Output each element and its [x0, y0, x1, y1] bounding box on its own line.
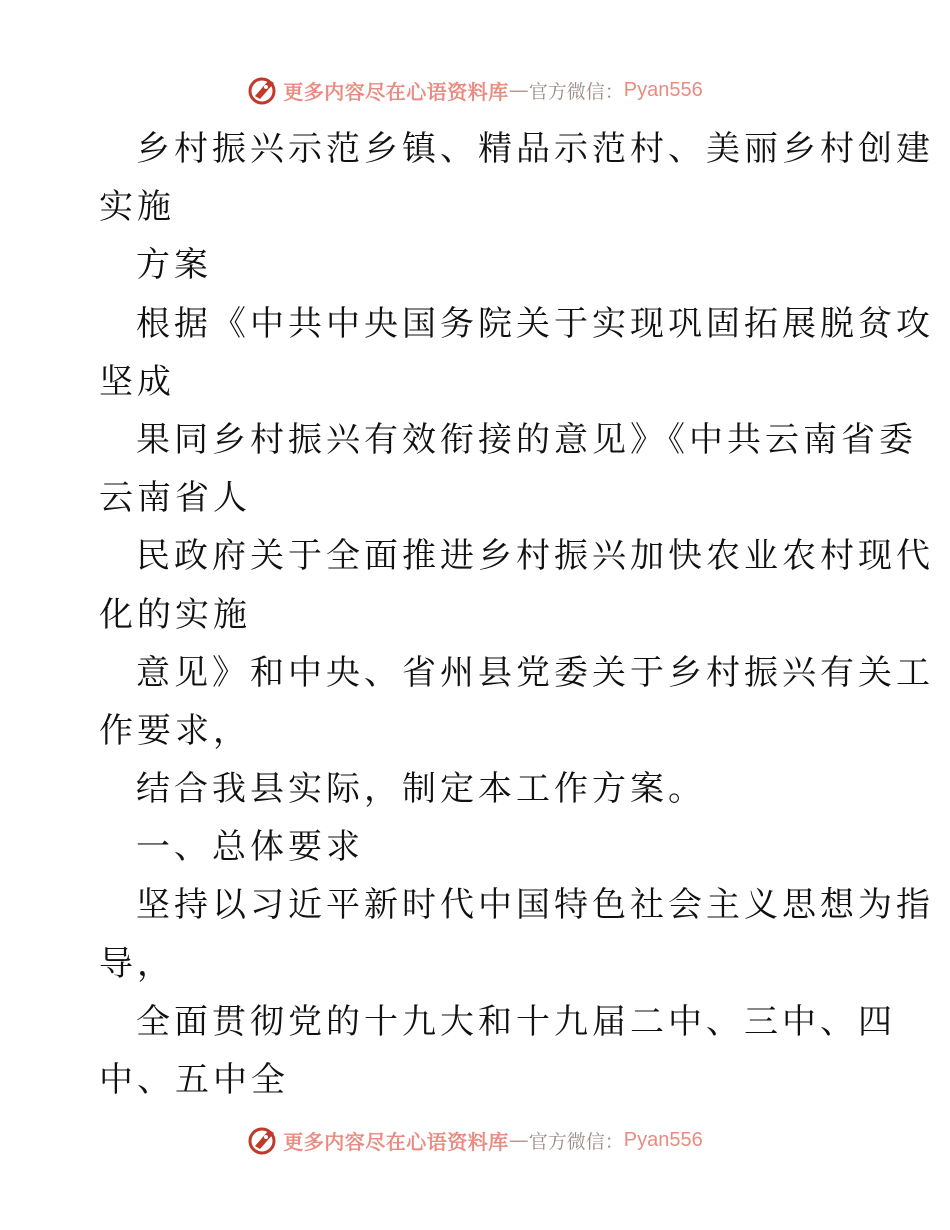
- document-line: 作要求，: [99, 710, 251, 751]
- watermark-text: 更多内容尽在心语资料库: [283, 79, 509, 104]
- pen-nib-circle-icon: [247, 1124, 279, 1156]
- watermark-wechat-id: Pyan556: [623, 1128, 703, 1151]
- watermark-separator: —: [508, 78, 529, 102]
- watermark-banner-top: [0, 70, 950, 110]
- document-line: 实施: [99, 187, 175, 228]
- document-line: 化的实施: [99, 594, 251, 635]
- section-heading: 一、总体要求: [136, 827, 364, 868]
- watermark-wechat-id: Pyan556: [623, 78, 703, 101]
- document-line: 导，: [99, 943, 175, 984]
- document-line: 民政府关于全面推进乡村振兴加快农业农村现代: [136, 536, 934, 577]
- document-line: 坚成: [99, 361, 175, 402]
- document-line: 根据《中共中央国务院关于实现巩固拓展脱贫攻: [136, 303, 934, 344]
- document-line: 结合我县实际，制定本工作方案。: [136, 769, 706, 810]
- pen-nib-circle-icon: [247, 74, 279, 106]
- watermark-wechat-label: 官方微信：: [528, 1130, 624, 1153]
- document-line: 意见》和中央、省州县党委关于乡村振兴有关工: [136, 652, 934, 693]
- watermark-wechat-label: 官方微信：: [528, 80, 624, 103]
- watermark-banner-bottom: [0, 1120, 950, 1160]
- document-line: 云南省人: [99, 478, 251, 519]
- document-line: 中、五中全: [99, 1060, 289, 1100]
- document-body: [99, 120, 934, 1109]
- watermark-text: 更多内容尽在心语资料库: [283, 1129, 509, 1154]
- document-line: 果同乡村振兴有效衔接的意见》《中共云南省委: [136, 419, 917, 460]
- document-line: 方案: [136, 245, 212, 286]
- document-line: 乡村振兴示范乡镇、精品示范村、美丽乡村创建: [136, 129, 934, 169]
- document-line: 坚持以习近平新时代中国特色社会主义思想为指: [136, 885, 934, 926]
- document-line: 全面贯彻党的十九大和十九届二中、三中、四: [136, 1001, 896, 1042]
- watermark-separator: —: [508, 1128, 529, 1152]
